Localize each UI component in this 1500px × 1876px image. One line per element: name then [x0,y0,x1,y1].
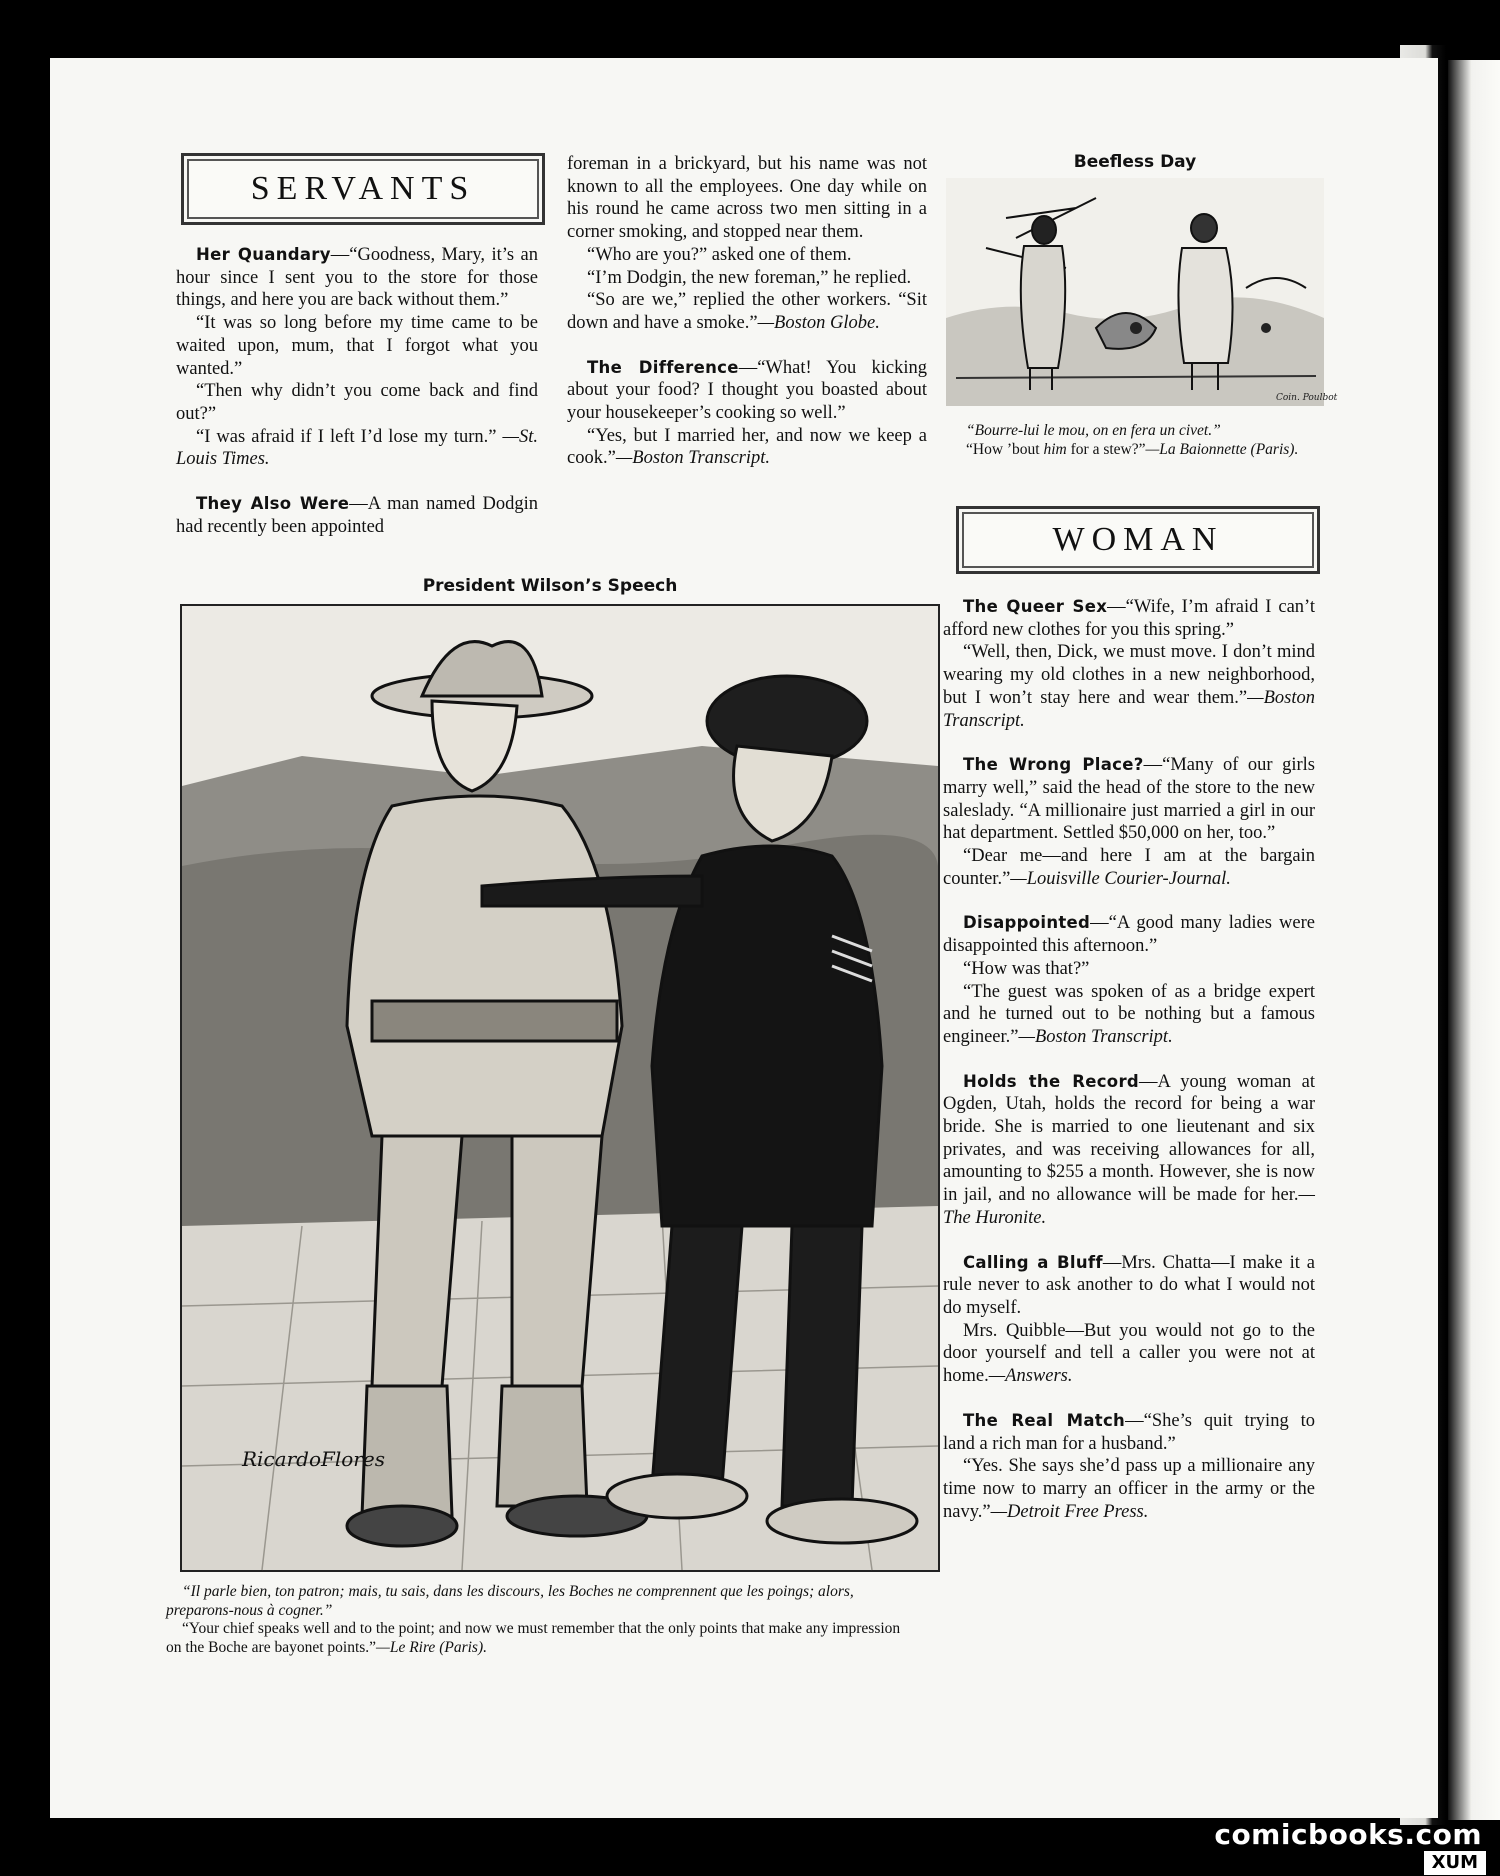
kw-they-also-were: They Also Were [196,494,350,514]
source-credit: —St. Louis Times. [176,426,538,470]
woman-heading: WOMAN [1052,521,1224,558]
paragraph: —Mrs. Chatta—I make it a rule never to ask another to do what I would not do myself. [943,1252,1315,1318]
paragraph: “How was that?” [963,958,1090,979]
caption-english-rest: for a stew?” [1066,440,1146,458]
kw-real-match: The Real Match [963,1410,1126,1430]
beefless-caption [950,422,1322,459]
paragraph: “It was so long before my time came to be waited upon, mum, that I forgot what you wanted.” [176,313,538,379]
caption-french: “Il parle bien, ton patron; mais, tu sais, dans les discours, les Boches ne comprennent que les poings; alors, preparons-nous à cogner.” [166,1583,854,1619]
woman-column [943,596,1315,1523]
wilson-speech-illustration [182,606,938,1570]
paragraph: —“A good many ladies were disappointed this afternoon.” [943,913,1315,957]
paragraph: “So are we,” replied the other workers. “Sit down and have a smoke.” [567,290,927,333]
beefless-day-title: Beefless Day [1073,152,1197,172]
paragraph: “Yes. She says she’d pass up a millionaire any time now to marry an officer in the army or the navy.” [943,1456,1315,1522]
source-credit: —Boston Transcript. [943,687,1315,731]
scanner-tag: XUM [1424,1851,1486,1875]
source-credit: —Detroit Free Press. [990,1501,1149,1522]
next-page-edge [1448,60,1500,1820]
wilson-signature: RicardoFlores [242,1447,385,1471]
paragraph: “The guest was spoken of as a bridge expert and he turned out to be nothing but a famous engineer.” [943,981,1315,1047]
paragraph: “Then why didn’t you come back and find out?” [176,381,538,424]
wilson-speech-cartoon [180,604,940,1572]
wilson-caption [166,1583,918,1657]
source-credit: —La Baionnette (Paris). [1145,440,1299,458]
source-credit: —Boston Transcript. [1018,1026,1173,1047]
source-credit: —Answers. [988,1366,1073,1387]
beefless-day-cartoon [946,178,1338,406]
paragraph: —“Many of our girls marry well,” said the head of the store to the new saleslady. “A millionaire just married a girl in our hat department. Settled $50,000 on her, too.” [943,755,1315,844]
site-watermark: comicbooks.com [1214,1818,1482,1851]
text-they-also-were: —A man named Dodgin had recently been appointed [176,494,538,537]
paragraph: “Yes, but I married her, and now we keep a cook.” [567,425,927,469]
woman-heading-box [956,506,1320,574]
text-her-quandary: —“Goodness, Mary, it’s an hour since I sent you to the store for those things, and here you are back without them.” [176,245,538,311]
text-the-difference: —“What! You kicking about your food? I thought you boasted about your housekeeper’s cooking so well.” [567,357,927,424]
paragraph: Mrs. Quibble—But you would not go to the door yourself and tell a caller you were not at home. [943,1320,1315,1387]
kw-wrong-place: The Wrong Place? [963,755,1144,775]
kw-the-difference: The Difference [587,357,739,377]
wilson-speech-title: President Wilson’s Speech [422,576,678,596]
paragraph: “I’m Dodgin, the new foreman,” he replied. [587,267,912,288]
caption-english: “Your chief speaks well and to the point; and now we must remember that the only points that make any impression on the Boche are bayonet points.” [166,1620,901,1656]
kw-queer-sex: The Queer Sex [963,597,1108,616]
paragraph: —“Wife, I’m afraid I can’t afford new clothes for you this spring.” [943,597,1315,640]
source-credit: —The Huronite. [943,1185,1315,1228]
servants-heading-box [181,153,545,225]
beefless-day-illustration [946,178,1338,406]
source-credit: —Le Rire (Paris). [376,1638,487,1656]
kw-her-quandary: Her Quandary [196,245,331,264]
kw-disappointed: Disappointed [963,913,1091,933]
source-credit: —Boston Transcript. [615,448,771,469]
kw-holds-record: Holds the Record [963,1071,1139,1091]
servants-column-1 [176,244,538,538]
caption-english-em: him [1043,440,1067,458]
servants-heading: SERVANTS [250,170,476,207]
paragraph: foreman in a brickyard, but his name was not known to all the employees. One day while on his round he came across two men sitting in a corner smoking, and stopped near them. [567,154,927,243]
source-credit: —Boston Globe. [757,312,880,333]
beefless-signature: Coin. Poulbot [1276,393,1338,403]
caption-french: “Bourre-lui le mou, on en fera un civet.” [966,422,1221,439]
paragraph: —“She’s quit trying to land a rich man for a husband.” [943,1410,1315,1454]
paragraph: “Who are you?” asked one of them. [587,244,852,265]
paragraph: —A young woman at Ogden, Utah, holds the record for being a war bride. She is married to one lieutenant and six privates, and was receiving allowances for all, amounting to $255 a month. However, she is now in jail, and no allowance will be made for her. [943,1071,1315,1206]
paragraph: “Well, then, Dick, we must move. I don’t mind wearing my old clothes in a new neighborhood, but I won’t stay here and wear them.” [943,642,1315,708]
source-credit: —Louisville Courier-Journal. [1010,868,1231,889]
paragraph: “I was afraid if I left I’d lose my turn.” [196,426,503,447]
kw-calling-bluff: Calling a Bluff [963,1252,1103,1272]
paragraph: “Dear me—and here I am at the bargain counter.” [943,846,1315,889]
caption-english: “How ’bout [966,440,1044,458]
servants-column-2 [567,153,927,470]
